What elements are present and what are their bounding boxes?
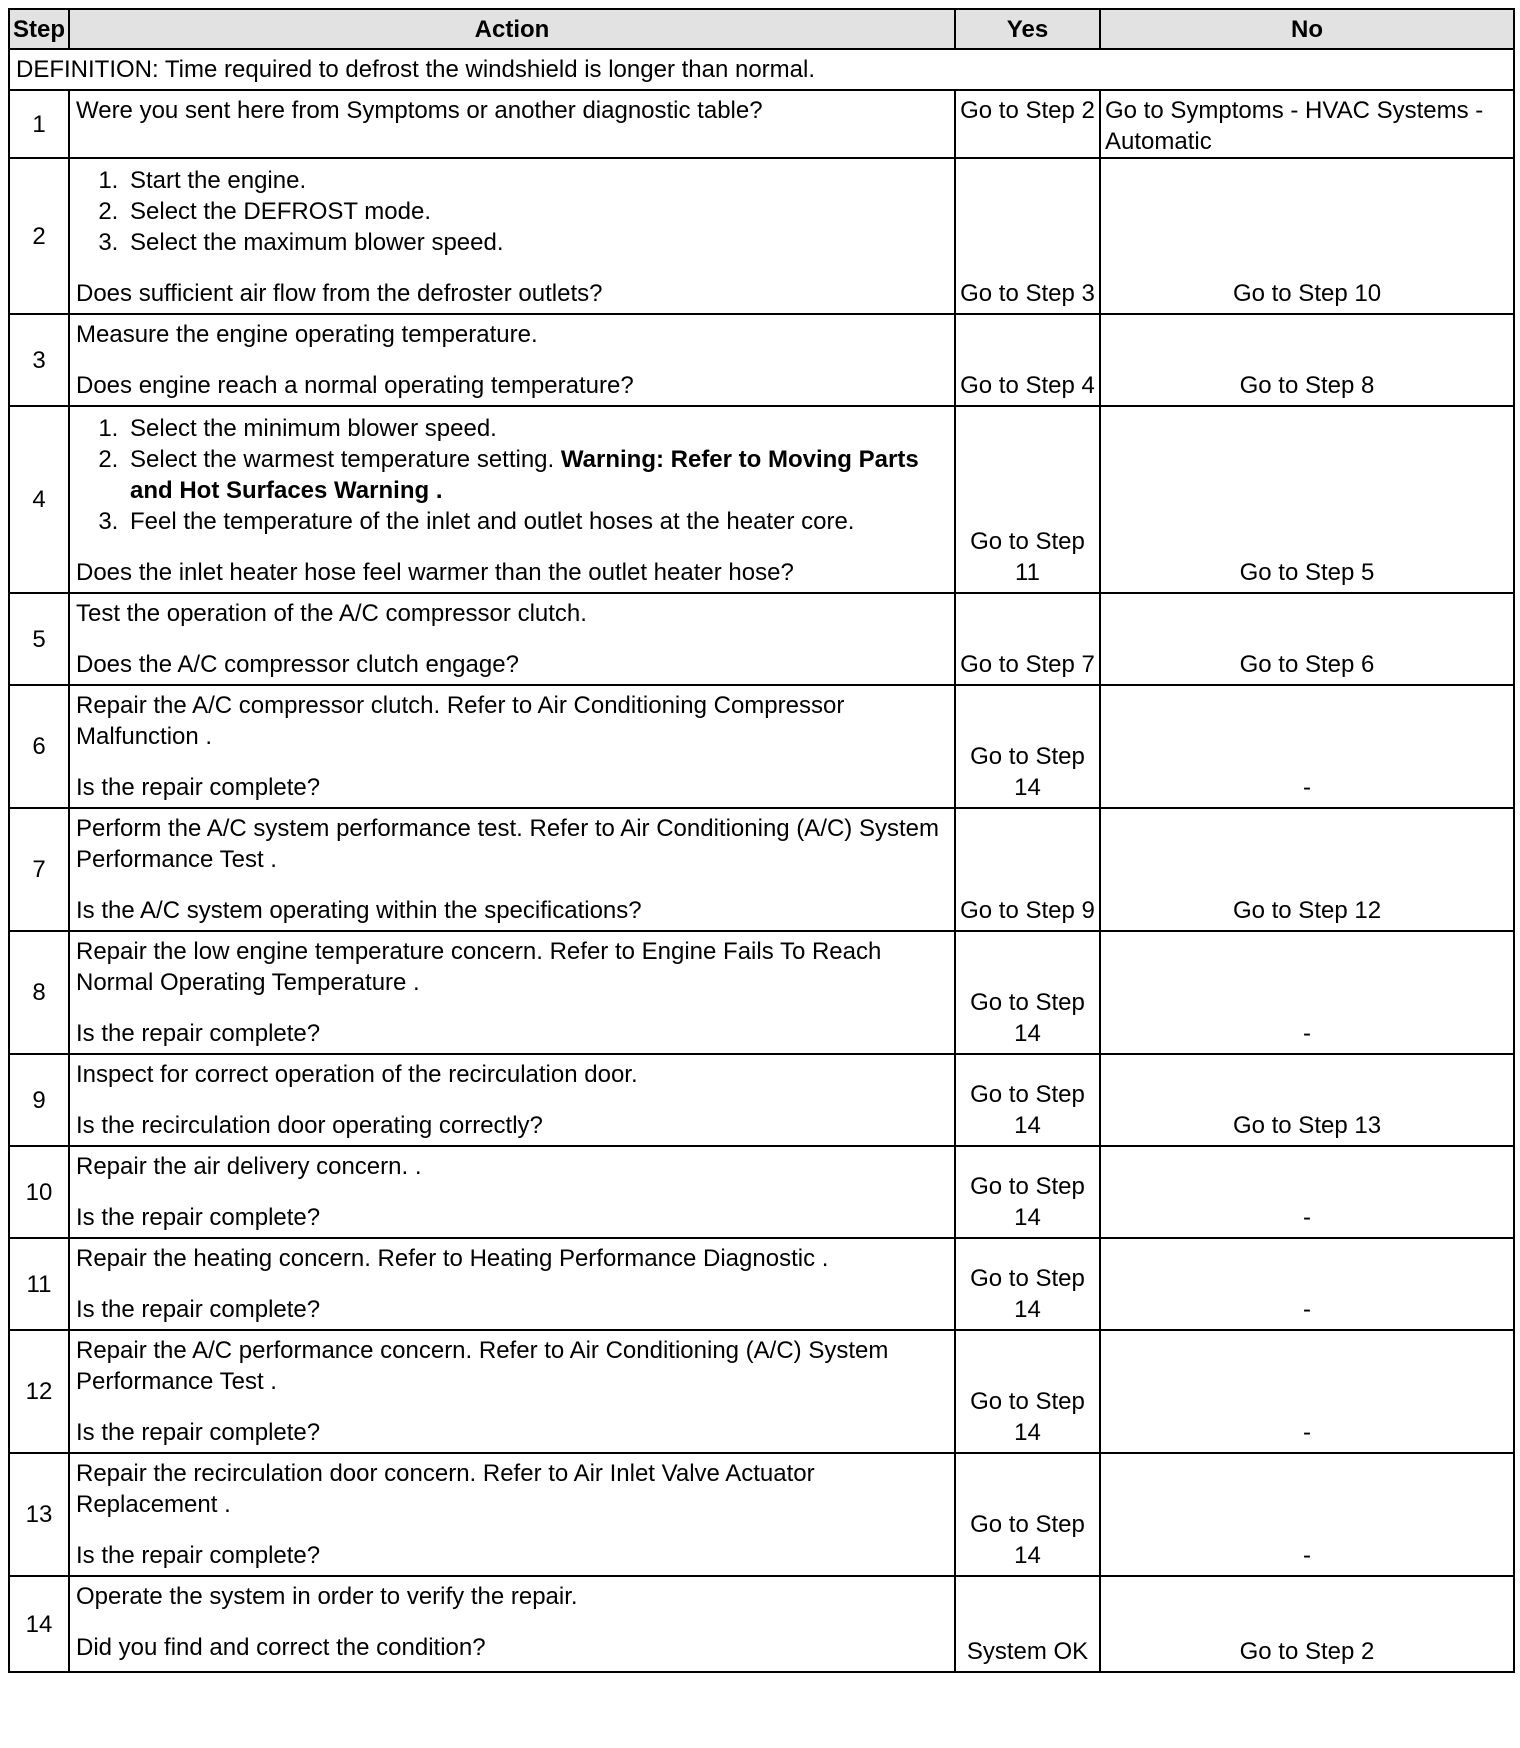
header-action: Action (69, 9, 955, 49)
instruction-text: Perform the A/C system performance test. Refer to Air Conditioning (A/C) System Performance Test . (76, 815, 939, 873)
action-cell (69, 1238, 955, 1330)
table-row (9, 90, 1514, 158)
table-row (9, 1330, 1514, 1453)
instruction-text: Repair the A/C performance concern. Refer to Air Conditioning (A/C) System Performance Test . (76, 1337, 889, 1395)
no-cell: Go to Step 8 (1100, 314, 1514, 406)
table-row (9, 1453, 1514, 1576)
no-cell: Go to Symptoms - HVAC Systems - Automatic (1100, 90, 1514, 158)
yes-cell: Go to Step 14 (955, 685, 1100, 808)
step-number: 6 (9, 685, 69, 808)
list-item (125, 444, 948, 506)
list-item: 3. Select the maximum blower speed. (125, 227, 948, 258)
action-cell (69, 685, 955, 808)
yes-cell: System OK (955, 1576, 1100, 1672)
question-text: Does engine reach a normal operating temperature? (76, 372, 634, 399)
question-text: Is the repair complete? (76, 1204, 321, 1231)
no-cell: - (1100, 685, 1514, 808)
instruction-text: Repair the heating concern. Refer to Heating Performance Diagnostic . (76, 1245, 829, 1272)
list-item: 1. Select the minimum blower speed. (125, 413, 948, 444)
table-row (9, 314, 1514, 406)
no-cell: Go to Step 6 (1100, 593, 1514, 685)
action-cell (69, 314, 955, 406)
action-cell (69, 1576, 955, 1672)
list-item: 1. Start the engine. (125, 165, 948, 196)
yes-cell: Go to Step 9 (955, 808, 1100, 931)
step-number: 2 (9, 158, 69, 314)
table-row (9, 1238, 1514, 1330)
step-number: 14 (9, 1576, 69, 1672)
step-number: 4 (9, 406, 69, 593)
action-cell: Were you sent here from Symptoms or another diagnostic table? (69, 90, 955, 158)
header-row (9, 9, 1514, 49)
action-cell (69, 406, 955, 593)
instruction-text: Test the operation of the A/C compressor clutch. (76, 600, 587, 627)
list-item: 3. Feel the temperature of the inlet and outlet hoses at the heater core. (125, 506, 948, 537)
instruction-text: Measure the engine operating temperature. (76, 321, 538, 348)
action-cell (69, 1146, 955, 1238)
instruction-text: Repair the recirculation door concern. Refer to Air Inlet Valve Actuator Replacement . (76, 1460, 815, 1518)
list-item-text: Select the warmest temperature setting. (130, 446, 555, 473)
no-cell: - (1100, 931, 1514, 1054)
question-text: Is the repair complete? (76, 1296, 321, 1323)
table-row (9, 593, 1514, 685)
instruction-text: Repair the air delivery concern. . (76, 1153, 422, 1180)
action-cell (69, 1453, 955, 1576)
instruction-text: Operate the system in order to verify the repair. (76, 1583, 578, 1610)
step-number: 8 (9, 931, 69, 1054)
question-text: Did you find and correct the condition? (76, 1634, 486, 1661)
table-row (9, 406, 1514, 593)
no-cell: Go to Step 2 (1100, 1576, 1514, 1672)
action-cell (69, 931, 955, 1054)
instruction-text: Inspect for correct operation of the recirculation door. (76, 1061, 638, 1088)
header-step: Step (9, 9, 69, 49)
step-number: 12 (9, 1330, 69, 1453)
header-yes: Yes (955, 9, 1100, 49)
diagnostic-table-frame (8, 8, 1512, 1744)
question-text: Is the repair complete? (76, 774, 321, 801)
yes-cell: Go to Step 14 (955, 1238, 1100, 1330)
no-cell: - (1100, 1146, 1514, 1238)
list-item: 2. Select the DEFROST mode. (125, 196, 948, 227)
table-row (9, 1054, 1514, 1146)
step-number: 5 (9, 593, 69, 685)
no-cell: Go to Step 13 (1100, 1054, 1514, 1146)
yes-cell: Go to Step 7 (955, 593, 1100, 685)
no-cell: Go to Step 5 (1100, 406, 1514, 593)
action-list (76, 413, 948, 537)
yes-cell: Go to Step 4 (955, 314, 1100, 406)
yes-cell: Go to Step 11 (955, 406, 1100, 593)
action-cell (69, 1054, 955, 1146)
header-no: No (1100, 9, 1514, 49)
no-cell: Go to Step 10 (1100, 158, 1514, 314)
yes-cell: Go to Step 14 (955, 1054, 1100, 1146)
action-list (76, 165, 948, 258)
definition-row (9, 49, 1514, 90)
definition-text: DEFINITION: Time required to defrost the windshield is longer than normal. (9, 49, 1514, 90)
action-cell (69, 593, 955, 685)
step-number: 13 (9, 1453, 69, 1576)
yes-cell: Go to Step 14 (955, 1146, 1100, 1238)
step-number: 7 (9, 808, 69, 931)
action-cell (69, 808, 955, 931)
question-text: Is the repair complete? (76, 1020, 321, 1047)
step-number: 11 (9, 1238, 69, 1330)
yes-cell: Go to Step 14 (955, 1453, 1100, 1576)
step-number: 1 (9, 90, 69, 158)
no-cell: Go to Step 12 (1100, 808, 1514, 931)
instruction-text: Repair the low engine temperature concern. Refer to Engine Fails To Reach Normal Operating Temperature . (76, 938, 882, 996)
table-row (9, 931, 1514, 1054)
diagnostic-table (8, 8, 1515, 1673)
question-text: Does sufficient air flow from the defroster outlets? (76, 280, 603, 307)
yes-cell: Go to Step 3 (955, 158, 1100, 314)
no-cell: - (1100, 1330, 1514, 1453)
question-text: Is the recirculation door operating correctly? (76, 1112, 543, 1139)
table-row (9, 1576, 1514, 1672)
action-cell (69, 1330, 955, 1453)
yes-cell: Go to Step 14 (955, 1330, 1100, 1453)
question-text: Is the A/C system operating within the specifications? (76, 897, 642, 924)
no-cell: - (1100, 1238, 1514, 1330)
action-cell (69, 158, 955, 314)
warning-text: Warning: Refer to Moving Parts and Hot Surfaces Warning . (130, 446, 919, 504)
step-number: 9 (9, 1054, 69, 1146)
question-text: Does the A/C compressor clutch engage? (76, 651, 519, 678)
yes-cell: Go to Step 14 (955, 931, 1100, 1054)
yes-cell: Go to Step 2 (955, 90, 1100, 158)
question-text: Is the repair complete? (76, 1419, 321, 1446)
table-row (9, 1146, 1514, 1238)
table-row (9, 808, 1514, 931)
question-text: Is the repair complete? (76, 1542, 321, 1569)
step-number: 3 (9, 314, 69, 406)
no-cell: - (1100, 1453, 1514, 1576)
instruction-text: Repair the A/C compressor clutch. Refer to Air Conditioning Compressor Malfunction . (76, 692, 845, 750)
step-number: 10 (9, 1146, 69, 1238)
table-row (9, 158, 1514, 314)
question-text: Does the inlet heater hose feel warmer than the outlet heater hose? (76, 559, 794, 586)
table-row (9, 685, 1514, 808)
